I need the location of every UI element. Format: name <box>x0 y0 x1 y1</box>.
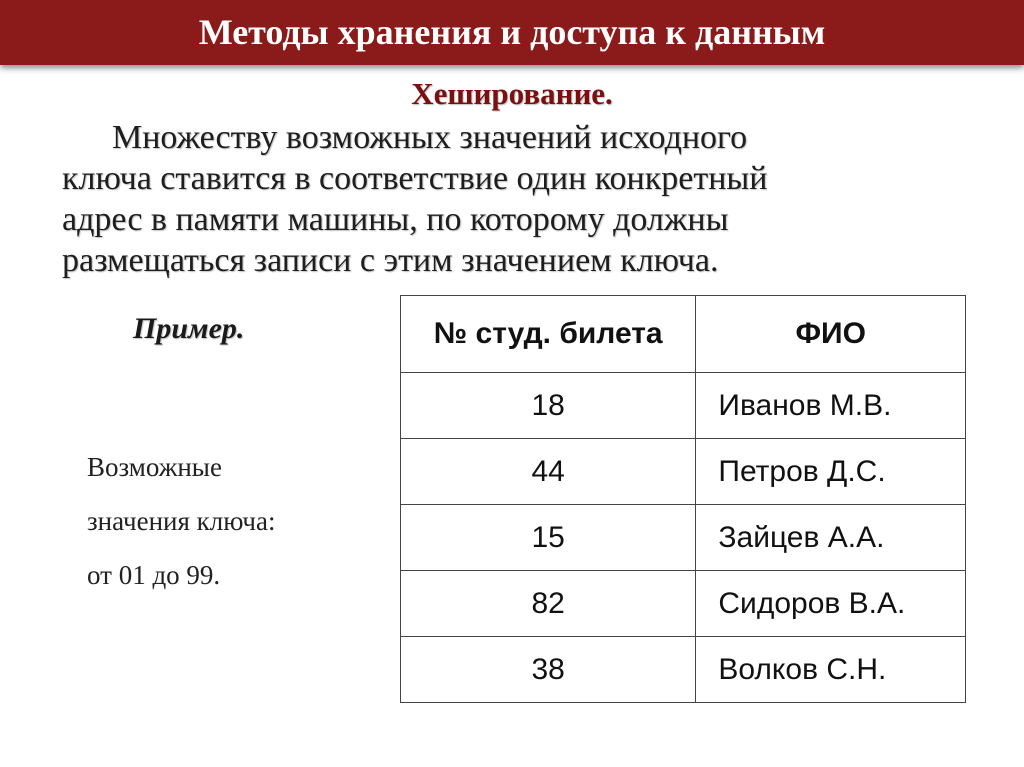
table-row <box>401 571 966 637</box>
cell-name: Зайцев А.А. <box>696 505 966 571</box>
cell-name: Петров Д.С. <box>696 439 966 505</box>
intro-paragraph <box>62 117 962 281</box>
cell-name: Волков С.Н. <box>696 637 966 703</box>
key-values-line: значения ключа: <box>87 506 276 536</box>
key-values-note <box>87 440 275 602</box>
cell-id: 15 <box>401 505 696 571</box>
intro-line: Множеству возможных значений исходного <box>112 119 748 156</box>
table-row <box>401 505 966 571</box>
table-row <box>401 373 966 439</box>
page-title: Методы хранения и доступа к данным <box>198 12 826 52</box>
column-header-name: ФИО <box>696 296 966 373</box>
column-header-id: № студ. билета <box>401 296 696 373</box>
key-values-line: от 01 до 99. <box>87 560 221 590</box>
cell-id: 82 <box>401 571 696 637</box>
cell-name: Сидоров В.А. <box>696 571 966 637</box>
cell-name: Иванов М.В. <box>696 373 966 439</box>
table-row <box>401 439 966 505</box>
intro-line: ключа ставится в соответствие один конкретный <box>62 160 768 197</box>
intro-line: адрес в памяти машины, по которому должны <box>62 201 729 238</box>
key-values-line: Возможные <box>87 452 222 482</box>
cell-id: 38 <box>401 637 696 703</box>
student-table <box>400 295 966 703</box>
section-subtitle: Хеширование. <box>411 76 613 111</box>
cell-id: 44 <box>401 439 696 505</box>
table-header-row <box>401 296 966 373</box>
cell-id: 18 <box>401 373 696 439</box>
table-row <box>401 637 966 703</box>
example-label: Пример. <box>133 312 245 345</box>
intro-line: размещаться записи с этим значением ключа. <box>62 242 719 279</box>
